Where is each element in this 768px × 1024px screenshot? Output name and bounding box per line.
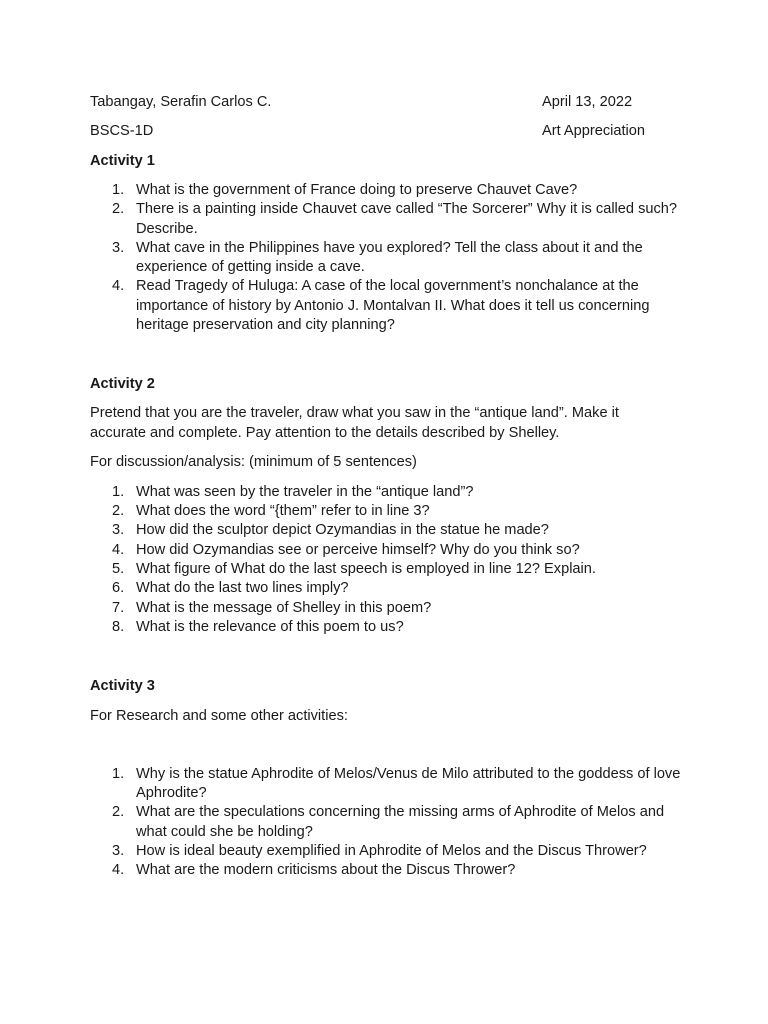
document-date: April 13, 2022 (542, 94, 633, 110)
list-item: 7. What is the message of Shelley in this poem? (112, 599, 432, 616)
list-item: 2. What does the word “{them” refer to in line 3? (112, 503, 430, 520)
student-name: Tabangay, Serafin Carlos C. (90, 94, 272, 110)
list-item: 3. What cave in the Philippines have you explored? Tell the class about it and the experience of getting inside a cave. (112, 239, 643, 276)
list-item: 6. What do the last two lines imply? (112, 580, 349, 597)
list-item: 1. What is the government of France doing to preserve Chauvet Cave? (112, 182, 578, 198)
list-item: 2. What are the speculations concerning the missing arms of Aphrodite of Melos and what could she be holding? (112, 804, 665, 840)
activity-2-heading: Activity 2 (90, 376, 155, 393)
list-item: 4. What are the modern criticisms about the Discus Thrower? (112, 862, 516, 879)
header-row-1 (90, 92, 690, 121)
list-item: 3. How is ideal beauty exemplified in Aphrodite of Melos and the Discus Thrower? (112, 842, 647, 859)
list-item: 4. How did Ozymandias see or perceive himself? Why do you think so? (112, 541, 580, 558)
header-row-2 (90, 121, 690, 150)
activity-1-heading: Activity 1 (90, 153, 155, 169)
list-item: 8. What is the relevance of this poem to us? (112, 618, 404, 635)
document-page (90, 92, 690, 881)
list-item: 3. How did the sculptor depict Ozymandias in the statue he made? (112, 522, 549, 539)
activity-1-list (90, 181, 690, 335)
list-item: 1. What was seen by the traveler in the “antique land”? (112, 483, 474, 500)
list-item: 4. Read Tragedy of Huluga: A case of the local government’s nonchalance at the importance of history by Antonio J. Montalvan II. What does it tell us concerning heritage preservation and city planning? (112, 278, 650, 334)
student-section: BSCS-1D (90, 123, 154, 139)
activity-2-intro: Pretend that you are the traveler, draw what you saw in the “antique land”. Make it accurate and complete. Pay attention to the details described by Shelley. (90, 405, 619, 441)
activity-3-list (90, 765, 690, 881)
list-item: 5. What figure of What do the last speech is employed in line 12? Explain. (112, 561, 596, 578)
activity-3-intro: For Research and some other activities: (90, 708, 348, 725)
course-subject: Art Appreciation (542, 123, 646, 139)
activity-3-heading: Activity 3 (90, 678, 155, 695)
list-item: 1. Why is the statue Aphrodite of Melos/Venus de Milo attributed to the goddess of love Aphrodite? (112, 765, 681, 802)
activity-2-discussion-label: For discussion/analysis: (minimum of 5 sentences) (90, 454, 417, 471)
list-item: 2. There is a painting inside Chauvet cave called “The Sorcerer” Why it is called such? Describe. (112, 201, 678, 237)
activity-2-list (90, 483, 690, 637)
